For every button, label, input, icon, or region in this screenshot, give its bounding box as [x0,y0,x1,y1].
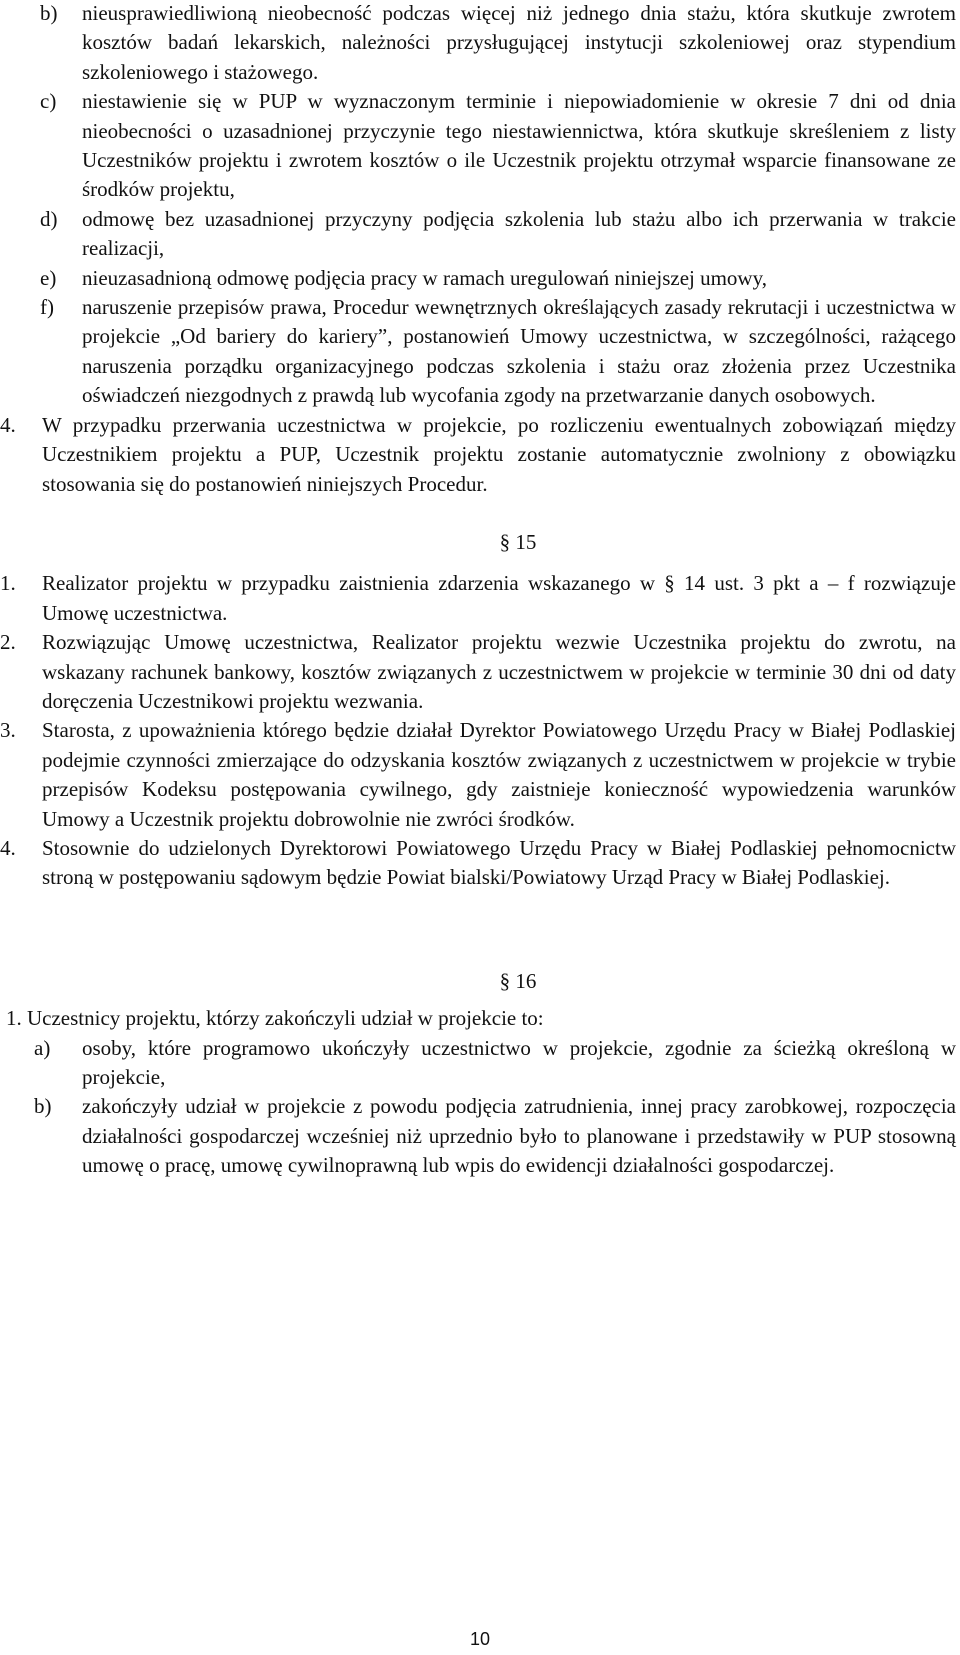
paragraph-text: Stosownie do udzielonych Dyrektorowi Powiatowego Urzędu Pracy w Białej Podlaskiej pełnomocnictw stroną w postępowaniu sądowym będzie Powiat bialski/Powiatowy Urząd Pracy w Białej Podlaskiej. [42,835,956,890]
section-16-intro: 1. Uczestnicy projektu, którzy zakończyli udział w projekcie to: [6,1006,544,1031]
section-15-item-1 [0,569,956,628]
page-number: 10 [469,1629,491,1649]
paragraph-number: 1. [0,571,16,596]
list-item-label: a) [34,1035,51,1060]
list-item-e [40,264,956,293]
list-item-text: zakończyły udział w projekcie z powodu podjęcia zatrudnienia, innej pracy zarobkowej, rozpoczęcia działalności gospodarczej wcześniej niż uprzednio było to planowane i przedstawiły w PUP stosowną umowę o pracę, umowę cywilnoprawną lub wpis do ewidencji działalności gospodarczej. [82,1094,956,1178]
paragraph-number: 4. [0,412,16,437]
list-item-label: d) [40,206,58,231]
list-item-text: nieuzasadnioną odmowę podjęcia pracy w ramach uregulowań niniejszej umowy, [82,265,767,290]
list-item-label: f) [40,295,54,320]
list-item-c [40,87,956,205]
section-16-item-a [34,1034,956,1093]
list-item-text: osoby, które programowo ukończyły uczestnictwo w projekcie, zgodnie za ścieżką określoną w projekcie, [82,1035,956,1089]
section-heading-15: § 15 [499,529,537,554]
list-item-label: b) [34,1094,52,1119]
list-item-label: e) [40,265,57,290]
paragraph-text: Rozwiązując Umowę uczestnictwa, Realizator projektu wezwie Uczestnika projektu do zwrotu, na wskazany rachunek bankowy, kosztów związanych z uczestnictwem w projekcie w terminie 30 dni od daty doręczenia Uczestnikowi projektu wezwania. [42,630,956,713]
paragraph-4 [0,411,956,499]
list-item-label: c) [40,89,57,114]
paragraph-text: Realizator projektu w przypadku zaistnienia zdarzenia wskazanego w § 14 ust. 3 pkt a – f rozwiązuje Umowę uczestnictwa. [42,571,956,625]
list-item-text: nieusprawiedliwioną nieobecność podczas więcej niż jednego dnia stażu, która skutkuje zwrotem kosztów badań lekarskich, należności przysługującej instytucji szkoleniowej oraz stypendium szkoleniowego i stażowego. [82,1,956,84]
section-15-item-2 [0,628,956,716]
paragraph-text: W przypadku przerwania uczestnictwa w projekcie, po rozliczeniu ewentualnych zobowiązań między Uczestnikiem projektu a PUP, Uczestnik projektu zostanie automatycznie zwolniony z obowiązku stosowania się do postanowień niniejszych Procedur. [42,412,956,496]
paragraph-number: 3. [0,718,16,743]
section-15-item-3 [0,716,956,834]
section-15-item-4 [0,834,956,893]
list-item-d [40,205,956,264]
list-item-text: niestawienie się w PUP w wyznaczonym terminie i niepowiadomienie w okresie 7 dni od dnia nieobecności o uzasadnionej przyczynie tego niestawiennictwa, która skutkuje skreśleniem z listy Uczestników projektu i zwrotem kosztów o ile Uczestnik projektu otrzymał wsparcie finansowane ze środków projektu, [82,89,956,202]
paragraph-number: 4. [0,835,16,860]
list-item-b [40,0,956,87]
list-item-f [40,293,956,411]
paragraph-text: Starosta, z upoważnienia którego będzie działał Dyrektor Powiatowego Urzędu Pracy w Białej Podlaskiej podejmie czynności zmierzające do odzyskania kosztów związanych z uczestnictwem w projekcie w trybie przepisów Kodeksu postępowania cywilnego, gdy zaistnieje konieczność wypowiedzenia warunków Umowy a Uczestnik projektu dobrowolnie nie zwróci środków. [42,718,956,831]
paragraph-number: 2. [0,630,16,655]
list-item-text: odmowę bez uzasadnionej przyczyny podjęcia szkolenia lub stażu albo ich przerwania w trakcie realizacji, [82,206,956,261]
section-heading-16: § 16 [499,968,537,993]
section-16-item-b [34,1092,956,1180]
list-item-label: b) [40,1,58,25]
list-item-text: naruszenie przepisów prawa, Procedur wewnętrznych określających zasady rekrutacji i uczestnictwa w projekcie „Od bariery do kariery”, postanowień Umowy uczestnictwa, w szczególności, rażącego naruszenia porządku organizacyjnego podczas szkolenia i stażu oraz złożenia przez Uczestnika oświadczeń niezgodnych z prawdą lub wycofania zgody na przetwarzanie danych osobowych. [82,295,956,408]
